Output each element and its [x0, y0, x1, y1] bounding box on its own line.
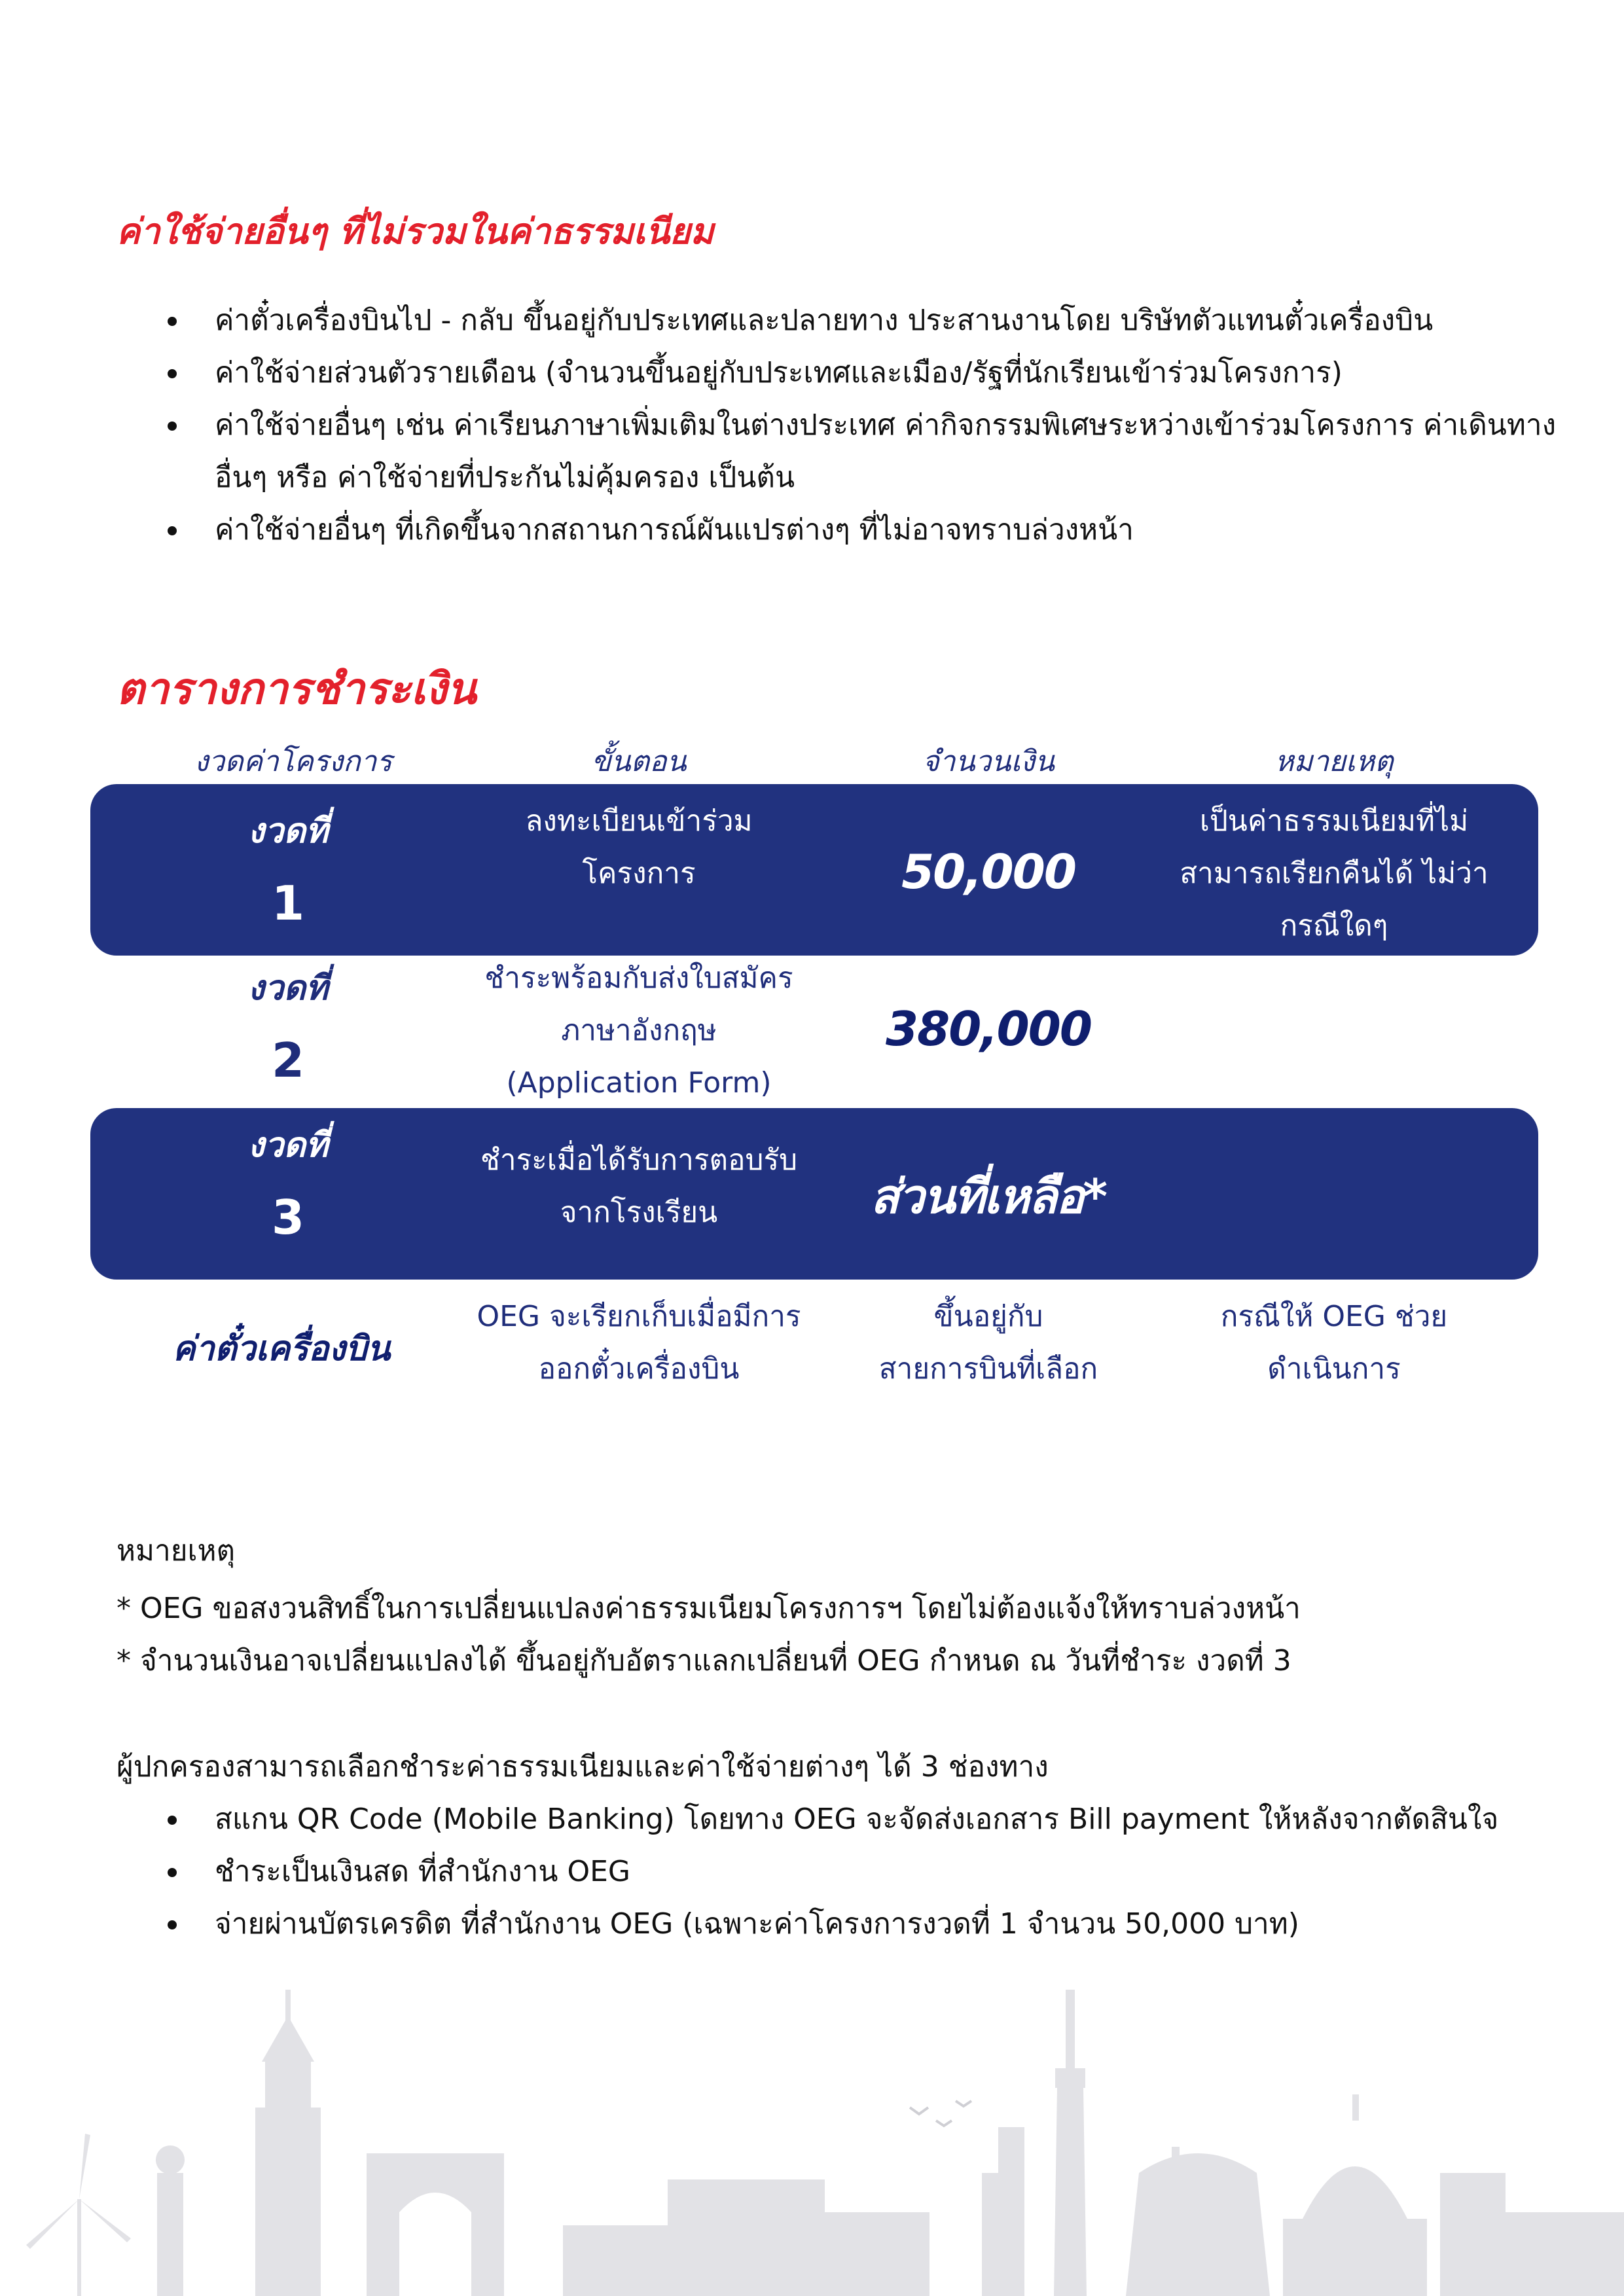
- step-line: ภาษาอังกฤษ: [561, 1014, 717, 1047]
- payment-channels-intro: ผู้ปกครองสามารถเลือกชำระค่าธรรมเนียมและค่าใช้จ่ายต่างๆ ได้ 3 ช่องทาง: [117, 1750, 1049, 1784]
- step-line: ชำระเมื่อได้รับการตอบรับ: [480, 1143, 798, 1177]
- step-line: ลงทะเบียนเข้าร่วมโครงการ: [525, 804, 753, 890]
- step-line: OEG จะเรียกเก็บเมื่อมีการ: [477, 1300, 801, 1333]
- other-expenses-heading: ค่าใช้จ่ายอื่นๆ ที่ไม่รวมในค่าธรรมเนียม: [117, 211, 714, 252]
- list-item: ค่าใช้จ่ายอื่นๆ ที่เกิดขึ้นจากสถานการณ์ผันแปรต่างๆ ที่ไม่อาจทราบล่วงหน้า: [164, 504, 1556, 556]
- list-item: ค่าใช้จ่ายอื่นๆ เช่น ค่าเรียนภาษาเพิ่มเติมในต่างประเทศ ค่ากิจกรรมพิเศษระหว่างเข้าร่วมโครงการ ค่าเดินทาง: [164, 399, 1556, 452]
- remarks-line: * OEG ขอสงวนสิทธิ์ในการเปลี่ยนแปลงค่าธรรมเนียมโครงการฯ โดยไม่ต้องแจ้งให้ทราบล่วงหน้า: [117, 1592, 1301, 1625]
- step-line: จากโรงเรียน: [560, 1196, 718, 1229]
- list-item-continuation: อื่นๆ หรือ ค่าใช้จ่ายที่ประกันไม่คุ้มครอง เป็นต้น: [215, 461, 795, 494]
- amount-line: สายการบินที่เลือก: [878, 1352, 1098, 1386]
- list-item: ค่าตั๋วเครื่องบินไป - กลับ ขึ้นอยู่กับประเทศและปลายทาง ประสานงานโดย บริษัทตัวแทนตั๋วเครื่องบิน: [164, 295, 1556, 347]
- note-line: กรณีให้ OEG ช่วย: [1220, 1300, 1448, 1333]
- column-header-step: ขั้นตอน: [591, 745, 687, 778]
- installment-number: 3: [271, 1190, 305, 1245]
- step-line: (Application Form): [506, 1066, 772, 1100]
- list-item: ค่าใช้จ่ายส่วนตัวรายเดือน (จำนวนขึ้นอยู่กับประเทศและเมือง/รัฐที่นักเรียนเข้าร่วมโครงการ): [164, 347, 1556, 399]
- remarks-line: * จำนวนเงินอาจเปลี่ยนแปลงได้ ขึ้นอยู่กับอัตราแลกเปลี่ยนที่ OEG กำหนด ณ วันที่ชำระ งวดที่ 3: [117, 1644, 1291, 1677]
- installment-number: 1: [271, 876, 305, 931]
- remarks-title: หมายเหตุ: [117, 1534, 236, 1568]
- note-line: ดำเนินการ: [1267, 1352, 1401, 1386]
- step-line: ออกตั๋วเครื่องบิน: [538, 1352, 740, 1386]
- note-line: สามารถเรียกคืนได้ ไม่ว่า: [1180, 857, 1489, 890]
- note-line: เป็นค่าธรรมเนียมที่ไม่: [1199, 804, 1469, 838]
- airfare-note: [1164, 1291, 1504, 1395]
- installment-2-step: [469, 952, 809, 1109]
- installment-3-amount: ส่วนที่เหลือ*: [870, 1169, 1107, 1224]
- installment-label: งวดที่: [247, 812, 329, 851]
- amount-line: ขึ้นอยู่กับ: [933, 1300, 1043, 1333]
- installment-number: 2: [271, 1033, 305, 1088]
- airfare-step: [469, 1291, 809, 1395]
- installment-3-step: [469, 1134, 809, 1239]
- installment-2-amount: 380,000: [886, 1001, 1091, 1056]
- other-expenses-list: [164, 295, 1556, 556]
- list-item: ชำระเป็นเงินสด ที่สำนักงาน OEG: [164, 1846, 1498, 1898]
- column-header-note: หมายเหตุ: [1274, 745, 1394, 778]
- city-skyline-decoration: [0, 1937, 1624, 2296]
- column-header-installment: งวดค่าโครงการ: [194, 745, 393, 778]
- payment-channels-list: [164, 1793, 1498, 1950]
- installment-1-label: [196, 795, 380, 939]
- note-line: กรณีใดๆ: [1280, 909, 1388, 942]
- installment-1-step: [469, 795, 809, 900]
- installment-1-note: [1164, 795, 1504, 952]
- list-item: จ่ายผ่านบัตรเครดิต ที่สำนักงาน OEG (เฉพาะค่าโครงการงวดที่ 1 จำนวน 50,000 บาท): [164, 1898, 1498, 1950]
- installment-label: งวดที่: [247, 969, 329, 1008]
- installment-3-label: [196, 1109, 380, 1253]
- payment-schedule-heading: ตารางการชำระเงิน: [117, 664, 477, 714]
- installment-2-label: [196, 952, 380, 1096]
- column-header-amount: จำนวนเงิน: [922, 745, 1055, 778]
- airfare-amount: [818, 1291, 1159, 1395]
- step-line: ชำระพร้อมกับส่งใบสมัคร: [484, 961, 793, 995]
- airfare-label: ค่าตั๋วเครื่องบิน: [172, 1329, 391, 1369]
- installment-label: งวดที่: [247, 1126, 329, 1165]
- list-item: สแกน QR Code (Mobile Banking) โดยทาง OEG จะจัดส่งเอกสาร Bill payment ให้หลังจากตัดสินใจ: [164, 1793, 1498, 1846]
- installment-1-amount: 50,000: [901, 844, 1075, 899]
